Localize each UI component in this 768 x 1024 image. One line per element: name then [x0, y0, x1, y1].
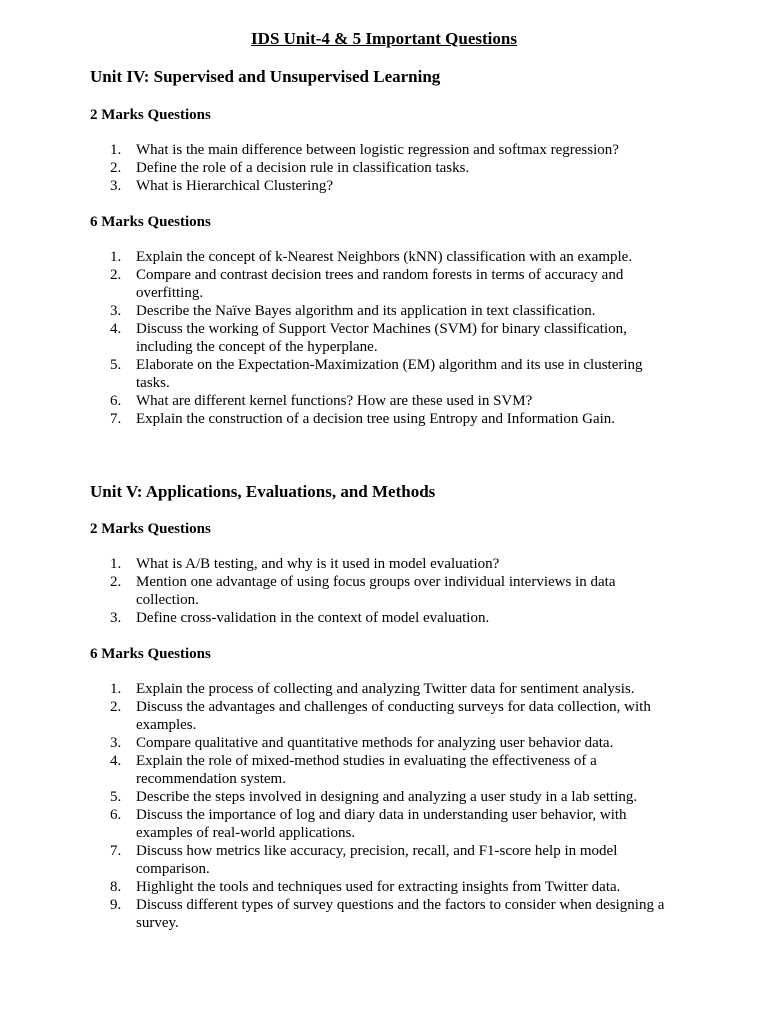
question-text: Mention one advantage of using focus groups over individual interviews in data collection.	[136, 574, 616, 608]
question-number: 5.	[110, 789, 122, 805]
question-number: 3.	[110, 303, 122, 319]
question-text: Define the role of a decision rule in classification tasks.	[136, 160, 470, 176]
question-text: Explain the concept of k-Nearest Neighbors (kNN) classification with an example.	[136, 249, 633, 265]
question-number: 1.	[110, 249, 122, 265]
question-text: Discuss the importance of log and diary data in understanding user behavior, with examples of real-world applications.	[136, 807, 627, 841]
list-item	[110, 806, 670, 842]
question-text: Define cross-validation in the context of model evaluation.	[136, 610, 490, 626]
question-text: Discuss the advantages and challenges of conducting surveys for data collection, with examples.	[136, 699, 651, 733]
list-item	[110, 159, 670, 177]
list-item	[110, 734, 670, 752]
question-number: 4.	[110, 321, 122, 337]
list-item	[110, 555, 670, 573]
list-item	[110, 680, 670, 698]
question-number: 3.	[110, 178, 122, 194]
question-text: What are different kernel functions? How are these used in SVM?	[136, 393, 533, 409]
unit-5-heading: Unit V: Applications, Evaluations, and Methods	[90, 482, 436, 501]
unit-5-2-marks-heading: 2 Marks Questions	[90, 521, 211, 537]
question-number: 1.	[110, 556, 122, 572]
unit-4-2-marks-heading: 2 Marks Questions	[90, 107, 211, 123]
question-text: Elaborate on the Expectation-Maximization (EM) algorithm and its use in clustering tasks.	[136, 357, 643, 391]
unit-5-6-marks-heading: 6 Marks Questions	[90, 646, 211, 662]
list-item	[110, 141, 670, 159]
list-item	[110, 248, 670, 266]
list-item	[110, 356, 670, 392]
question-number: 1.	[110, 142, 122, 158]
question-text: Highlight the tools and techniques used for extracting insights from Twitter data.	[136, 879, 621, 895]
question-text: Discuss different types of survey questions and the factors to consider when designing a survey.	[136, 897, 665, 931]
question-text: What is Hierarchical Clustering?	[136, 178, 334, 194]
list-item	[110, 266, 670, 302]
question-number: 4.	[110, 753, 122, 769]
question-number: 2.	[110, 267, 122, 283]
unit-5-6-marks-list	[110, 680, 670, 932]
question-number: 3.	[110, 735, 122, 751]
question-number: 6.	[110, 807, 122, 823]
unit-4-6-marks-heading: 6 Marks Questions	[90, 214, 211, 230]
list-item	[110, 392, 670, 410]
unit-4-2-marks-list	[110, 141, 670, 195]
list-item	[110, 752, 670, 788]
question-text: Describe the steps involved in designing and analyzing a user study in a lab setting.	[136, 789, 638, 805]
question-number: 8.	[110, 879, 122, 895]
question-number: 1.	[110, 681, 122, 697]
list-item	[110, 788, 670, 806]
list-item	[110, 302, 670, 320]
document-title: IDS Unit-4 & 5 Important Questions	[251, 29, 517, 48]
question-text: Discuss how metrics like accuracy, precision, recall, and F1-score help in model comparison.	[136, 843, 618, 877]
question-text: Explain the process of collecting and analyzing Twitter data for sentiment analysis.	[136, 681, 635, 697]
question-text: Compare qualitative and quantitative methods for analyzing user behavior data.	[136, 735, 614, 751]
list-item	[110, 177, 670, 195]
list-item	[110, 609, 670, 627]
list-item	[110, 320, 670, 356]
question-text: Describe the Naïve Bayes algorithm and its application in text classification.	[136, 303, 596, 319]
question-text: Explain the construction of a decision tree using Entropy and Information Gain.	[136, 411, 616, 427]
question-text: What is A/B testing, and why is it used in model evaluation?	[136, 556, 500, 572]
question-text: Explain the role of mixed-method studies in evaluating the effectiveness of a recommendation system.	[136, 753, 597, 787]
list-item	[110, 698, 670, 734]
question-text: Compare and contrast decision trees and random forests in terms of accuracy and overfitting.	[136, 267, 624, 301]
question-number: 6.	[110, 393, 122, 409]
list-item	[110, 878, 670, 896]
question-number: 5.	[110, 357, 122, 373]
question-number: 2.	[110, 160, 122, 176]
question-number: 3.	[110, 610, 122, 626]
question-number: 2.	[110, 574, 122, 590]
question-text: What is the main difference between logistic regression and softmax regression?	[136, 142, 619, 158]
list-item	[110, 842, 670, 878]
question-number: 7.	[110, 843, 122, 859]
unit-5-2-marks-list	[110, 555, 670, 627]
question-number: 9.	[110, 897, 122, 913]
question-number: 7.	[110, 411, 122, 427]
unit-4-heading: Unit IV: Supervised and Unsupervised Learning	[90, 67, 441, 86]
unit-4-6-marks-list	[110, 248, 670, 428]
question-number: 2.	[110, 699, 122, 715]
list-item	[110, 410, 670, 428]
question-text: Discuss the working of Support Vector Machines (SVM) for binary classification, including the concept of the hyperplane.	[136, 321, 627, 355]
list-item	[110, 573, 670, 609]
list-item	[110, 896, 670, 932]
